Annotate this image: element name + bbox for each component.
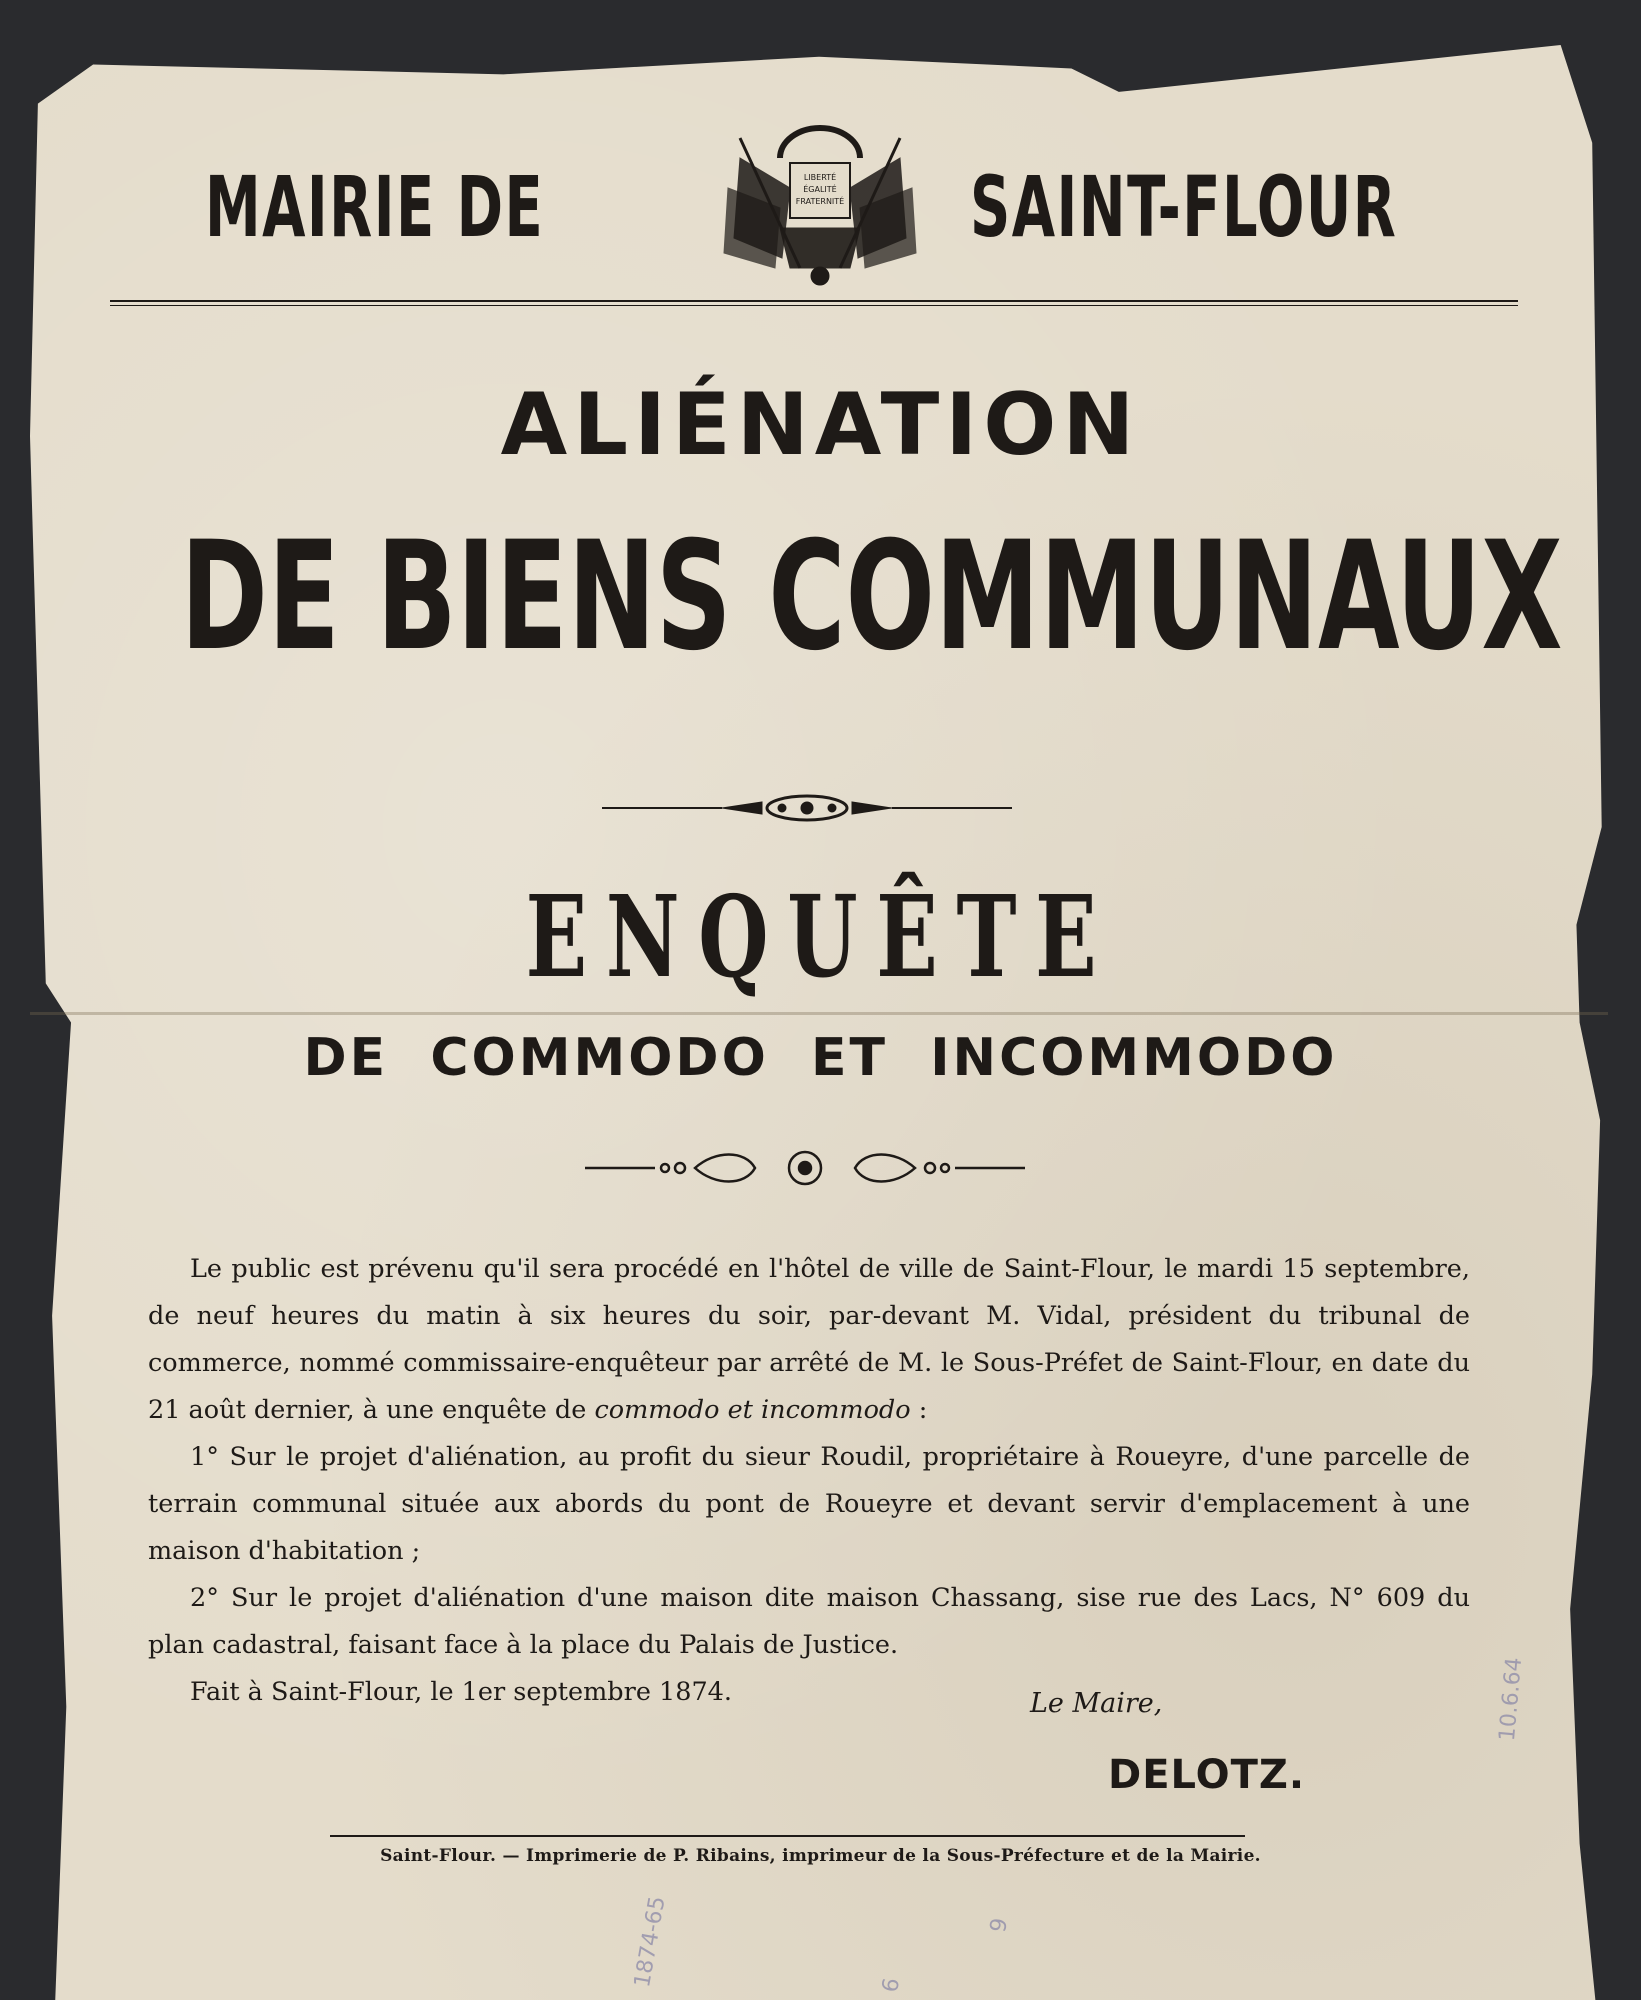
svg-text:ÉGALITÉ: ÉGALITÉ: [803, 185, 837, 194]
printer-imprint: Saint-Flour. — Imprimerie de P. Ribains, imprimeur de la Sous-Préfecture et de la Mairie.: [380, 1846, 1261, 1866]
header-rule: [110, 300, 1518, 306]
pencil-annotation-right: 10.6.64: [1495, 1656, 1528, 1743]
signature-label: Le Maire,: [1030, 1688, 1163, 1719]
notice-body: [148, 1246, 1470, 1716]
pencil-annotation-bottom-c: 9: [986, 1916, 1014, 1935]
pencil-annotation-bottom-a: 1874-65: [630, 1894, 671, 1990]
notice-paragraph-1: [148, 1246, 1470, 1434]
header-saint-flour: SAINT-FLOUR: [970, 158, 1398, 256]
pencil-annotation-bottom-b: 6: [878, 1976, 906, 1995]
paragraph-1-end: :: [910, 1395, 928, 1425]
svg-text:FRATERNITÉ: FRATERNITÉ: [795, 197, 845, 206]
title-alienation: ALIÉNATION: [500, 375, 1141, 475]
svg-text:LIBERTÉ: LIBERTÉ: [803, 173, 837, 182]
paragraph-1-italic: commodo et incommodo: [594, 1395, 911, 1425]
notice-paragraph-3: 2° Sur le projet d'aliénation d'une maison dite maison Chassang, sise rue des Lacs, N° 609 du plan cadastral, faisant face à la place du Palais de Justice.: [148, 1583, 1470, 1660]
footer-rule: [330, 1835, 1245, 1837]
subtitle-enquete: ENQUÊTE: [525, 872, 1116, 1003]
ornament-divider-icon: [602, 788, 1012, 828]
subtitle-commodo: DE COMMODO ET INCOMMODO: [303, 1028, 1338, 1088]
republic-seal-icon: [720, 118, 920, 290]
notice-paragraph-2: 1° Sur le projet d'aliénation, au profit du sieur Roudil, propriétaire à Roueyre, d'une parcelle de terrain communal située aux abords du pont de Roueyre et devant servir d'emplacement à une maison d'habitation ;: [148, 1442, 1470, 1566]
signature-name: DELOTZ.: [1108, 1752, 1306, 1798]
title-biens-communaux: DE BIENS COMMUNAUX: [180, 510, 1563, 684]
fold-crease: [30, 1012, 1608, 1015]
notice-dateline: Fait à Saint-Flour, le 1er septembre 1874.: [190, 1677, 733, 1707]
paragraph-1-text: Le public est prévenu qu'il sera procédé en l'hôtel de ville de Saint-Flour, le mardi 15 septembre, de neuf heures du matin à six heures du soir, par-devant M. Vidal, président du tribunal de commerce, nommé commissaire-enquêteur par arrêté de M. le Sous-Préfet de Saint-Flour, en date du 21 août dernier, à une enquête de: [148, 1254, 1470, 1425]
header-mairie-de: MAIRIE DE: [205, 158, 545, 256]
ornament-flourish-icon: [585, 1145, 1025, 1191]
